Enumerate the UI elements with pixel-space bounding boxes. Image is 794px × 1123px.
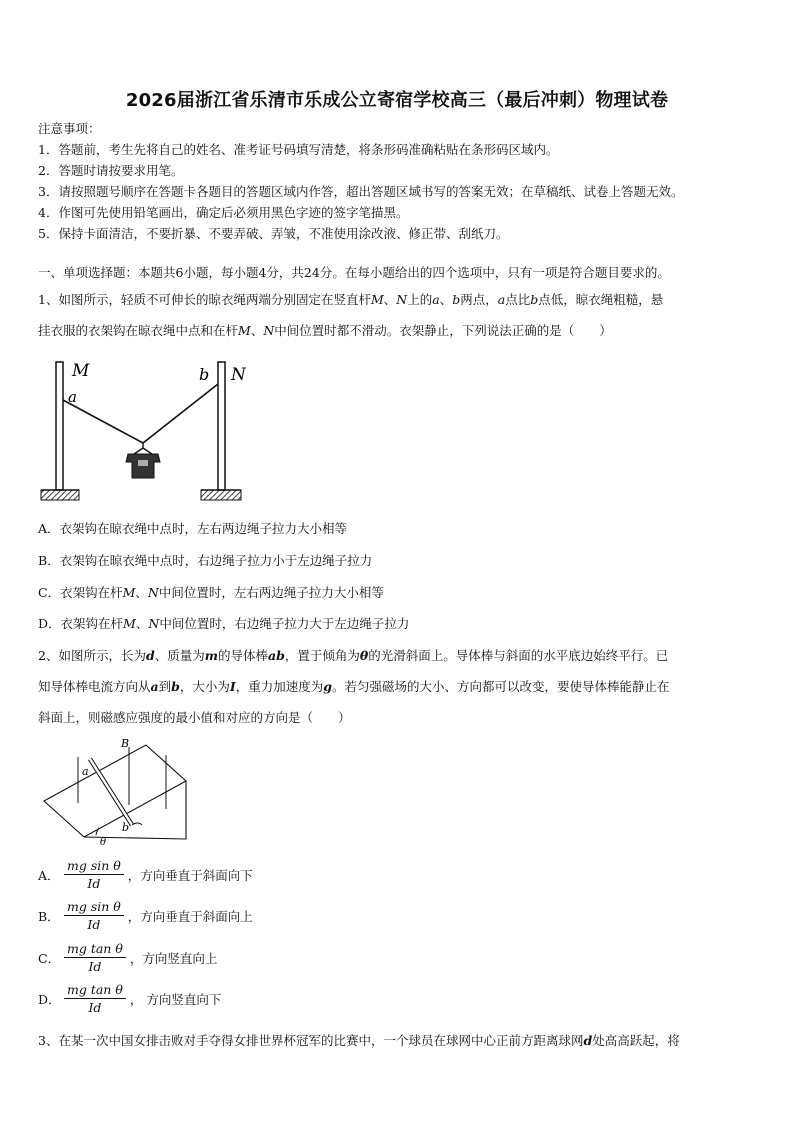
label-b: b (122, 821, 130, 834)
fraction: $\frac{\text{mg tan θ}}{Id}$ (64, 982, 126, 1015)
clothesline (63, 384, 218, 443)
notice-item: 4．作图可先使用铅笔画出，确定后必须用黑色字迹的签字笔描黑。 (38, 205, 409, 220)
fraction: $\frac{\text{mg sin θ}}{Id}$ (64, 858, 124, 891)
label-theta: θ (100, 837, 107, 848)
section-heading: 一、单项选择题：本题共6小题，每小题4分，共24分。在每小题给出的四个选项中，只有一项是符合题目要求的。 (38, 265, 670, 280)
notice-item: 5．保持卡面清洁，不要折暴、不要弄破、弄皱，不准使用涂改液、修正带、刮纸刀。 (38, 226, 509, 241)
label-a: a (82, 765, 89, 778)
right-ground-hatch (201, 490, 241, 500)
q2-line3: 斜面上，则磁感应强度的最小值和对应的方向是（ ） (38, 710, 351, 725)
q2-line2: 知导体棒电流方向从a到b，大小为I，重力加速度为g。若匀强磁场的大小、方向都可以改变，要使导体棒能静止在 (38, 679, 670, 694)
q2-option-b[interactable]: B． $\frac{\text{mg sin θ}}{Id}$ ，方向垂直于斜面向上 (38, 899, 253, 932)
q2-option-d[interactable]: D． $\frac{\text{mg tan θ}}{Id}$ ， 方向竖直向下 (38, 982, 222, 1015)
left-ground-hatch (41, 490, 79, 500)
q2-figure (36, 735, 196, 850)
label-M: M (72, 361, 90, 381)
fraction: $\frac{\text{mg sin θ}}{Id}$ (64, 899, 124, 932)
inclined-plane (44, 745, 186, 837)
q2-option-c[interactable]: C． $\frac{\text{mg tan θ}}{Id}$ ，方向竖直向上 (38, 941, 218, 974)
notice-item: 3．请按照题号顺序在答题卡各题目的答题区域内作答，超出答题区域书写的答案无效；在草稿纸、试卷上答题无效。 (38, 184, 684, 199)
q3-line1: 3、在某一次中国女排击败对手夺得女排世界杯冠军的比赛中，一个球员在球网中心正前方距离球网d处高高跃起，将 (38, 1033, 680, 1048)
label-b: b (199, 365, 210, 384)
label-a: a (68, 388, 77, 406)
label-N: N (231, 365, 246, 385)
q1-figure (36, 356, 246, 508)
q1-option-d[interactable]: D．衣架钩在杆M、N中间位置时，右边绳子拉力大于左边绳子拉力 (38, 616, 410, 631)
q2-option-a[interactable]: A． $\frac{\text{mg sin θ}}{Id}$ ，方向垂直于斜面向下 (38, 858, 253, 891)
q1-line1: 1、如图所示，轻质不可伸长的晾衣绳两端分别固定在竖直杆M、N上的a、b两点，a点比b点低，晾衣绳粗糙，悬 (38, 292, 664, 307)
label-B: B (121, 737, 130, 750)
fraction: $\frac{\text{mg tan θ}}{Id}$ (64, 941, 126, 974)
notice-item: 2．答题时请按要求用笔。 (38, 163, 184, 178)
right-pole (218, 362, 225, 490)
notice-item: 1．答题前，考生先将自己的姓名、准考证号码填写清楚，将条形码准确粘贴在条形码区域内。 (38, 142, 559, 157)
q1-line2: 挂衣服的衣架钩在晾衣绳中点和在杆M、N中间位置时都不滑动。衣架静止，下列说法正确的是（ ） (38, 323, 612, 338)
q2-line1: 2、如图所示，长为d、质量为m的导体棒ab，置于倾角为θ的光滑斜面上。导体棒与斜面的水平底边始终平行。已 (38, 648, 669, 663)
hanger-hook (134, 443, 152, 454)
page-title: 2026届浙江省乐清市乐成公立寄宿学校高三（最后冲刺）物理试卷 (125, 90, 669, 111)
q1-option-c[interactable]: C．衣架钩在杆M、N中间位置时，左右两边绳子拉力大小相等 (38, 585, 384, 600)
q1-option-b[interactable]: B．衣架钩在晾衣绳中点时，右边绳子拉力小于左边绳子拉力 (38, 553, 373, 568)
notice-heading: 注意事项： (38, 121, 101, 136)
q1-option-a[interactable]: A．衣架钩在晾衣绳中点时，左右两边绳子拉力大小相等 (38, 521, 348, 536)
left-pole (56, 362, 63, 490)
